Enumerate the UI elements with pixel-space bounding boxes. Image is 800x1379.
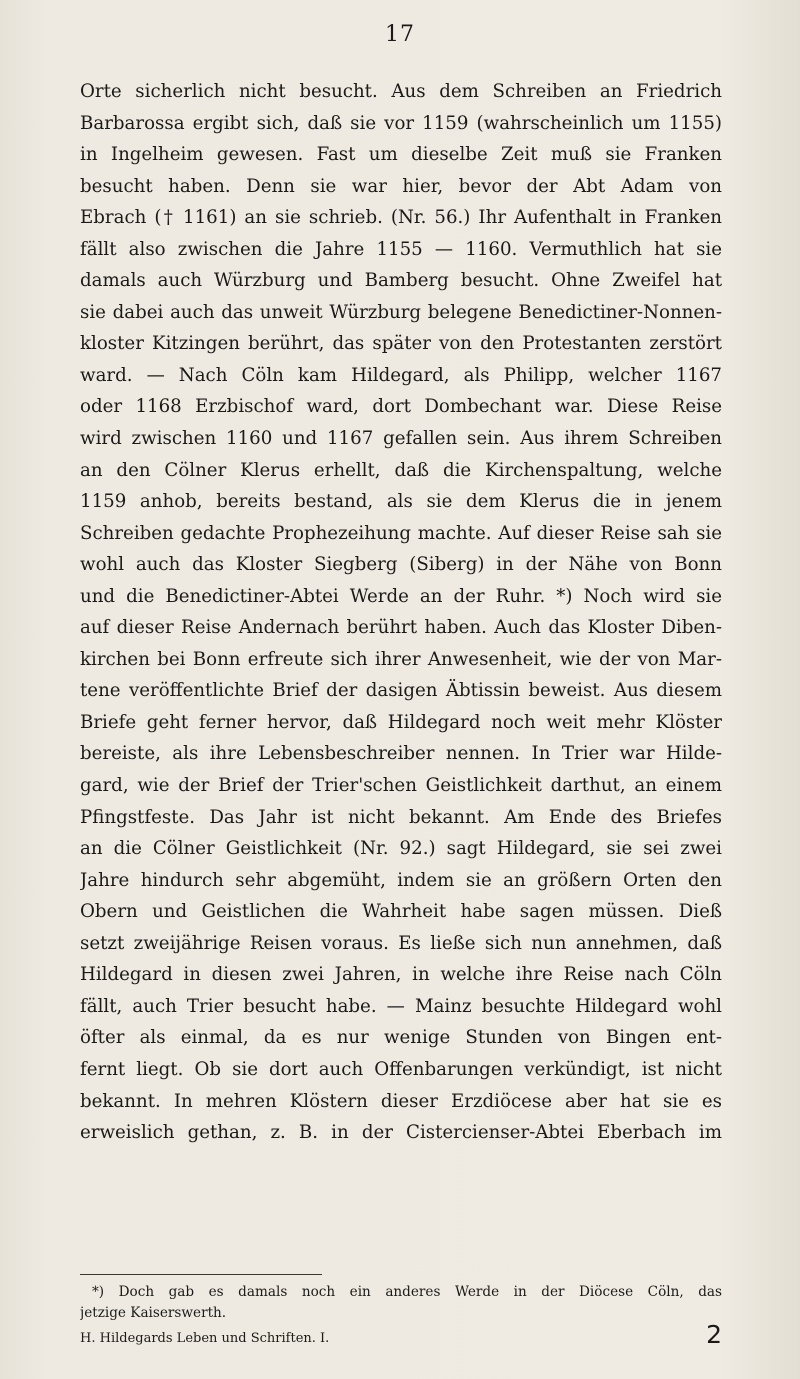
text-line: ward. — Nach Cöln kam Hildegard, als Philipp, welcher 1167 [80, 364, 722, 386]
text-line: an die Cölner Geistlichkeit (Nr. 92.) sagt Hildegard, sie sei zwei [80, 838, 722, 860]
text-line: bereiste, als ihre Lebensbeschreiber nennen. In Trier war Hilde- [80, 743, 722, 765]
text-line: fernt liegt. Ob sie dort auch Offenbarungen verkündigt, ist nicht [80, 1058, 722, 1080]
text-line: Barbarossa ergibt sich, daß sie vor 1159 (wahrscheinlich um 1155) [80, 112, 722, 134]
body-text [80, 76, 722, 1149]
text-line: kirchen bei Bonn erfreute sich ihrer Anwesenheit, wie der von Mar- [80, 648, 722, 670]
text-line: wird zwischen 1160 und 1167 gefallen sein. Aus ihrem Schreiben [80, 428, 722, 450]
text-line: in Ingelheim gewesen. Fast um dieselbe Zeit muß sie Franken [80, 144, 722, 166]
text-line: Hildegard in diesen zwei Jahren, in welche ihre Reise nach Cöln [80, 964, 722, 986]
text-line: besucht haben. Denn sie war hier, bevor der Abt Adam von [80, 175, 722, 197]
text-line: Schreiben gedachte Prophezeihung machte. Auf dieser Reise sah sie [80, 522, 722, 544]
text-line: kloster Kitzingen berührt, das später von den Protestanten zerstört [80, 333, 722, 355]
text-line: öfter als einmal, da es nur wenige Stunden von Bingen ent- [80, 1027, 722, 1049]
text-line: an den Cölner Klerus erhellt, daß die Kirchenspaltung, welche [80, 459, 722, 481]
text-line: wohl auch das Kloster Siegberg (Siberg) in der Nähe von Bonn [80, 554, 722, 576]
text-line: sie dabei auch das unweit Würzburg belegene Benedictiner-Nonnen- [80, 301, 722, 323]
running-title: H. Hildegards Leben und Schriften. I. [80, 1331, 330, 1346]
text-line: Briefe geht ferner hervor, daß Hildegard noch weit mehr Klöster [80, 711, 722, 733]
text-line: Obern und Geistlichen die Wahrheit habe sagen müssen. Dieß [80, 901, 722, 923]
text-line: gard, wie der Brief der Trier'schen Geistlichkeit darthut, an einem [80, 775, 722, 797]
footnote-line: jetzige Kaiserswerth. [80, 1305, 227, 1321]
text-line: Orte sicherlich nicht besucht. Aus dem Schreiben an Friedrich [80, 81, 722, 102]
text-line: tene veröffentlichte Brief der dasigen Äbtissin beweist. Aus diesem [80, 680, 722, 702]
footnote-rule [80, 1274, 322, 1275]
text-line: 1159 anhob, bereits bestand, als sie dem Klerus die in jenem [80, 491, 722, 513]
text-line: Jahre hindurch sehr abgemüht, indem sie an größern Orten den [80, 869, 722, 891]
text-line: fällt also zwischen die Jahre 1155 — 1160. Vermuthlich hat sie [80, 238, 722, 260]
text-line: erweislich gethan, z. B. in der Cistercienser-Abtei Eberbach im [80, 1122, 722, 1144]
text-line: Pfingstfeste. Das Jahr ist nicht bekannt. Am Ende des Briefes [80, 806, 722, 828]
text-line: auf dieser Reise Andernach berührt haben. Auch das Kloster Diben- [80, 617, 722, 639]
page-number: 17 [385, 22, 415, 47]
text-line: oder 1168 Erzbischof ward, dort Dombechant war. Diese Reise [80, 396, 722, 418]
footnote-line: *) Doch gab es damals noch ein anderes Werde in der Diöcese Cöln, das [92, 1284, 722, 1300]
text-line: Ebrach († 1161) an sie schrieb. (Nr. 56.) Ihr Aufenthalt in Franken [80, 207, 722, 229]
text-line: bekannt. In mehren Klöstern dieser Erzdiöcese aber hat sie es [80, 1090, 722, 1112]
signature-mark: 2 [706, 1320, 722, 1349]
footnote [80, 1282, 722, 1324]
text-line: damals auch Würzburg und Bamberg besucht. Ohne Zweifel hat [80, 270, 722, 292]
text-line: und die Benedictiner-Abtei Werde an der Ruhr. *) Noch wird sie [80, 585, 722, 607]
text-line: setzt zweijährige Reisen voraus. Es ließe sich nun annehmen, daß [80, 932, 722, 954]
page-footer [80, 1320, 722, 1352]
text-line: fällt, auch Trier besucht habe. — Mainz besuchte Hildegard wohl [80, 995, 722, 1017]
